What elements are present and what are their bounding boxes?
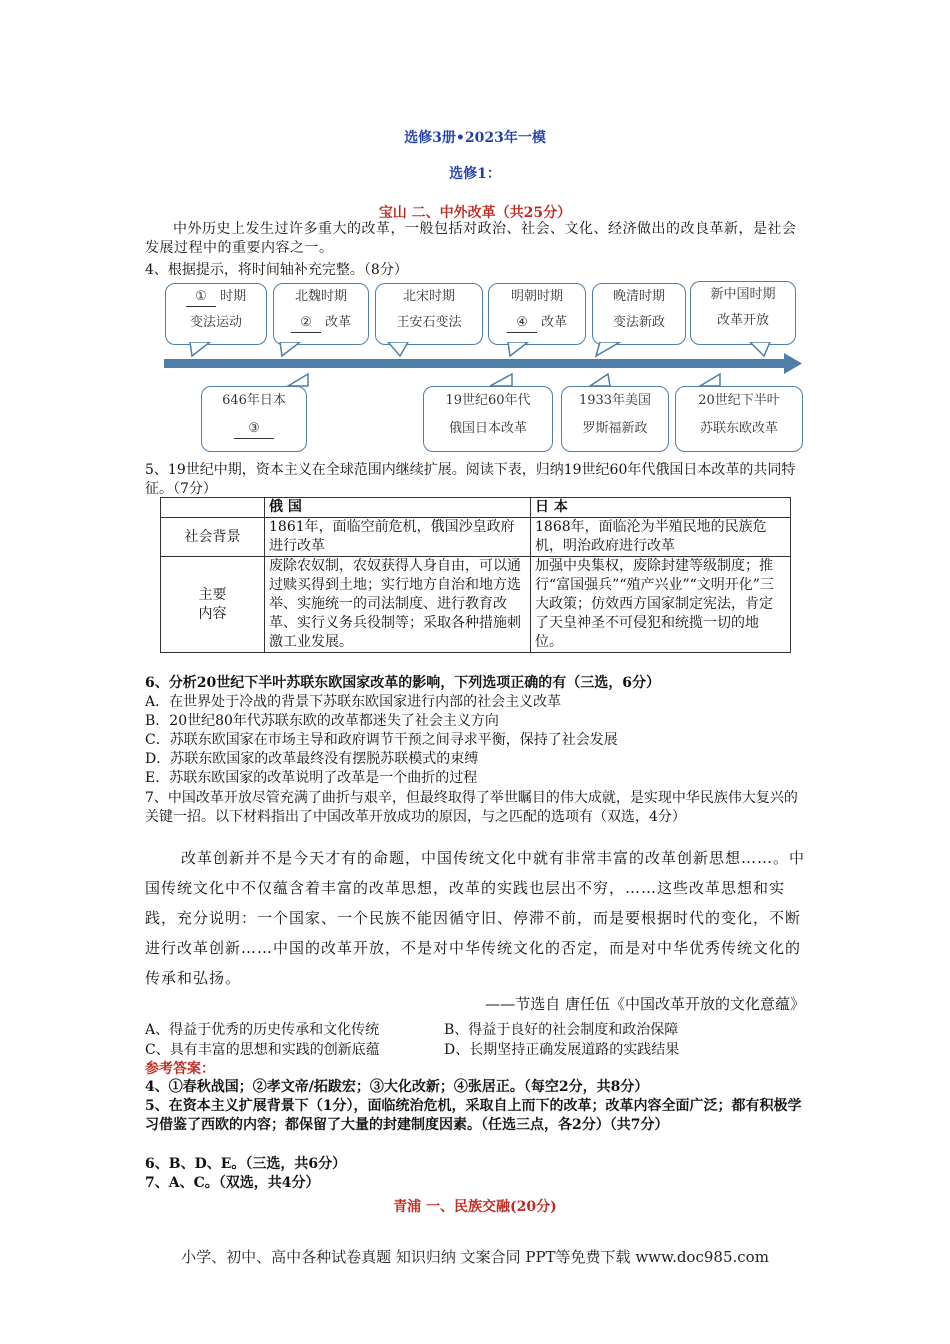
col-japan: 日 本 bbox=[531, 498, 791, 518]
intro-paragraph: 中外历史上发生过许多重大的改革，一般包括对政治、社会、文化、经济做出的改良革新，是社会发展过程中的重要内容之一。 bbox=[145, 221, 797, 256]
q6-option-a: A．在世界处于冷战的背景下苏联东欧国家进行内部的社会主义改革 bbox=[145, 694, 562, 710]
answers-label: 参考答案： bbox=[145, 1061, 215, 1077]
timeline-box-japan-646: 646年日本 ③ bbox=[201, 386, 307, 452]
q7-quote: 改革创新并不是今天才有的命题，中国传统文化中就有非常丰富的改革创新思想……。中国传统文化中不仅蕴含着丰富的改革思想，改革的实践也层出不穷，……这些改革思想和实践，充分说明：一个国家、一个民族不能因循守旧、停滞不前，而是要根据时代的变化，不断进行改革创新……中国的改革开放，不是对中华传统文化的否定，而是对中华优秀传统文化的传承和弘扬。 bbox=[145, 849, 806, 987]
table-corner bbox=[161, 498, 265, 518]
section-heading: 宝山 二、中外改革（共25分） bbox=[378, 205, 572, 221]
blank-1[interactable]: ① bbox=[186, 288, 216, 307]
answer-5: 5、在资本主义扩展背景下（1分），面临统治危机，采取自上而下的改革；改革内容全面广泛；都有积极学习借鉴了西欧的内容；都保留了大量的封建制度因素。（任选三点，各2分）（共7分） bbox=[145, 1098, 802, 1133]
page-footer: 小学、初中、高中各种试卷真题 知识归纳 文案合同 PPT等免费下载 www.doc985.com bbox=[181, 1248, 769, 1266]
timeline-box-late-qing: 晚清时期 变法新政 bbox=[592, 283, 686, 345]
doc-title: 选修3册•2023年一模 bbox=[404, 130, 546, 146]
comparison-table bbox=[160, 497, 791, 653]
cell-russia-background: 1861年，面临空前危机，俄国沙皇政府进行改革 bbox=[265, 518, 531, 557]
table-header-row bbox=[161, 498, 791, 518]
q7-option-b: B、得益于良好的社会制度和政治保障 bbox=[444, 1022, 679, 1038]
q5-stem: 5、19世纪中期，资本主义在全球范围内继续扩展。阅读下表，归纳19世纪60年代俄国日本改革的共同特征。（7分） bbox=[145, 462, 796, 497]
q7-option-a: A、得益于优秀的历史传承和文化传统 bbox=[145, 1022, 380, 1038]
q7-stem: 7、中国改革开放尽管充满了曲折与艰辛，但最终取得了举世瞩目的伟大成就，是实现中华民族伟大复兴的关键一招。以下材料指出了中国改革开放成功的原因，与之匹配的选项有（双选，4分） bbox=[145, 790, 798, 825]
cell-japan-content: 加强中央集权，废除封建等级制度；推行“富国强兵”“殖产兴业”“文明开化”三大政策；仿效西方国家制定宪法，肯定了天皇神圣不可侵犯和统揽一切的地位。 bbox=[531, 557, 791, 653]
timeline-callout-tails-top bbox=[160, 342, 810, 358]
timeline-box-spring-autumn: ① 时期 变法运动 bbox=[165, 283, 267, 345]
col-russia: 俄 国 bbox=[265, 498, 531, 518]
q6-option-e: E．苏联东欧国家的改革说明了改革是一个曲折的过程 bbox=[145, 770, 478, 786]
blank-3[interactable]: ③ bbox=[234, 420, 274, 439]
timeline-box-northern-song: 北宋时期 王安石变法 bbox=[375, 283, 483, 345]
table-row bbox=[161, 557, 791, 653]
blank-4[interactable]: ④ bbox=[507, 314, 537, 333]
row-label-background: 社会背景 bbox=[161, 518, 265, 557]
timeline-box-northern-wei: 北魏时期 ② 改革 bbox=[273, 283, 369, 345]
blank-2[interactable]: ② bbox=[291, 314, 321, 333]
cell-japan-background: 1868年，面临沦为半殖民地的民族危机，明治政府进行改革 bbox=[531, 518, 791, 557]
row-label-content: 主要 内容 bbox=[161, 557, 265, 653]
q7-option-d: D、长期坚持正确发展道路的实践结果 bbox=[444, 1042, 680, 1058]
q7-option-c: C、具有丰富的思想和实践的创新底蕴 bbox=[145, 1042, 380, 1058]
answer-7: 7、A、C。（双选，共4分） bbox=[145, 1175, 320, 1191]
timeline-box-russia-japan: 19世纪60年代 俄国日本改革 bbox=[423, 386, 553, 452]
q7-source: ——节选自 唐任伍《中国改革开放的文化意蕴》 bbox=[485, 995, 805, 1013]
table-row bbox=[161, 518, 791, 557]
q4-stem: 4、根据提示，将时间轴补充完整。（8分） bbox=[145, 262, 408, 278]
answer-6: 6、B、D、E。（三选，共6分） bbox=[145, 1156, 347, 1172]
q6-stem: 6、分析20世纪下半叶苏联东欧国家改革的影响，下列选项正确的有（三选，6分） bbox=[145, 675, 660, 691]
q6-option-b: B．20世纪80年代苏联东欧的改革都迷失了社会主义方向 bbox=[145, 713, 499, 729]
timeline-box-new-china: 新中国时期 改革开放 bbox=[690, 281, 796, 345]
cell-russia-content: 废除农奴制，农奴获得人身自由，可以通过赎买得到土地；实行地方自治和地方选举、实施统一的司法制度、进行教育改革、实行义务兵役制等；采取各种措施刺激工业发展。 bbox=[265, 557, 531, 653]
timeline-box-ussr: 20世纪下半叶 苏联东欧改革 bbox=[675, 386, 803, 452]
q6-option-d: D．苏联东欧国家的改革最终没有摆脱苏联模式的束缚 bbox=[145, 751, 479, 767]
timeline-box-new-deal: 1933年美国 罗斯福新政 bbox=[561, 386, 669, 452]
next-section-heading: 青浦 一、民族交融(20分) bbox=[393, 1199, 557, 1215]
doc-subtitle: 选修1： bbox=[449, 166, 501, 182]
q6-option-c: C．苏联东欧国家在市场主导和政府调节干预之间寻求平衡，保持了社会发展 bbox=[145, 732, 618, 748]
timeline-box-ming: 明朝时期 ④ 改革 bbox=[488, 283, 586, 345]
answer-4: 4、①春秋战国；②孝文帝/拓跋宏；③大化改新；④张居正。（每空2分，共8分） bbox=[145, 1079, 649, 1095]
